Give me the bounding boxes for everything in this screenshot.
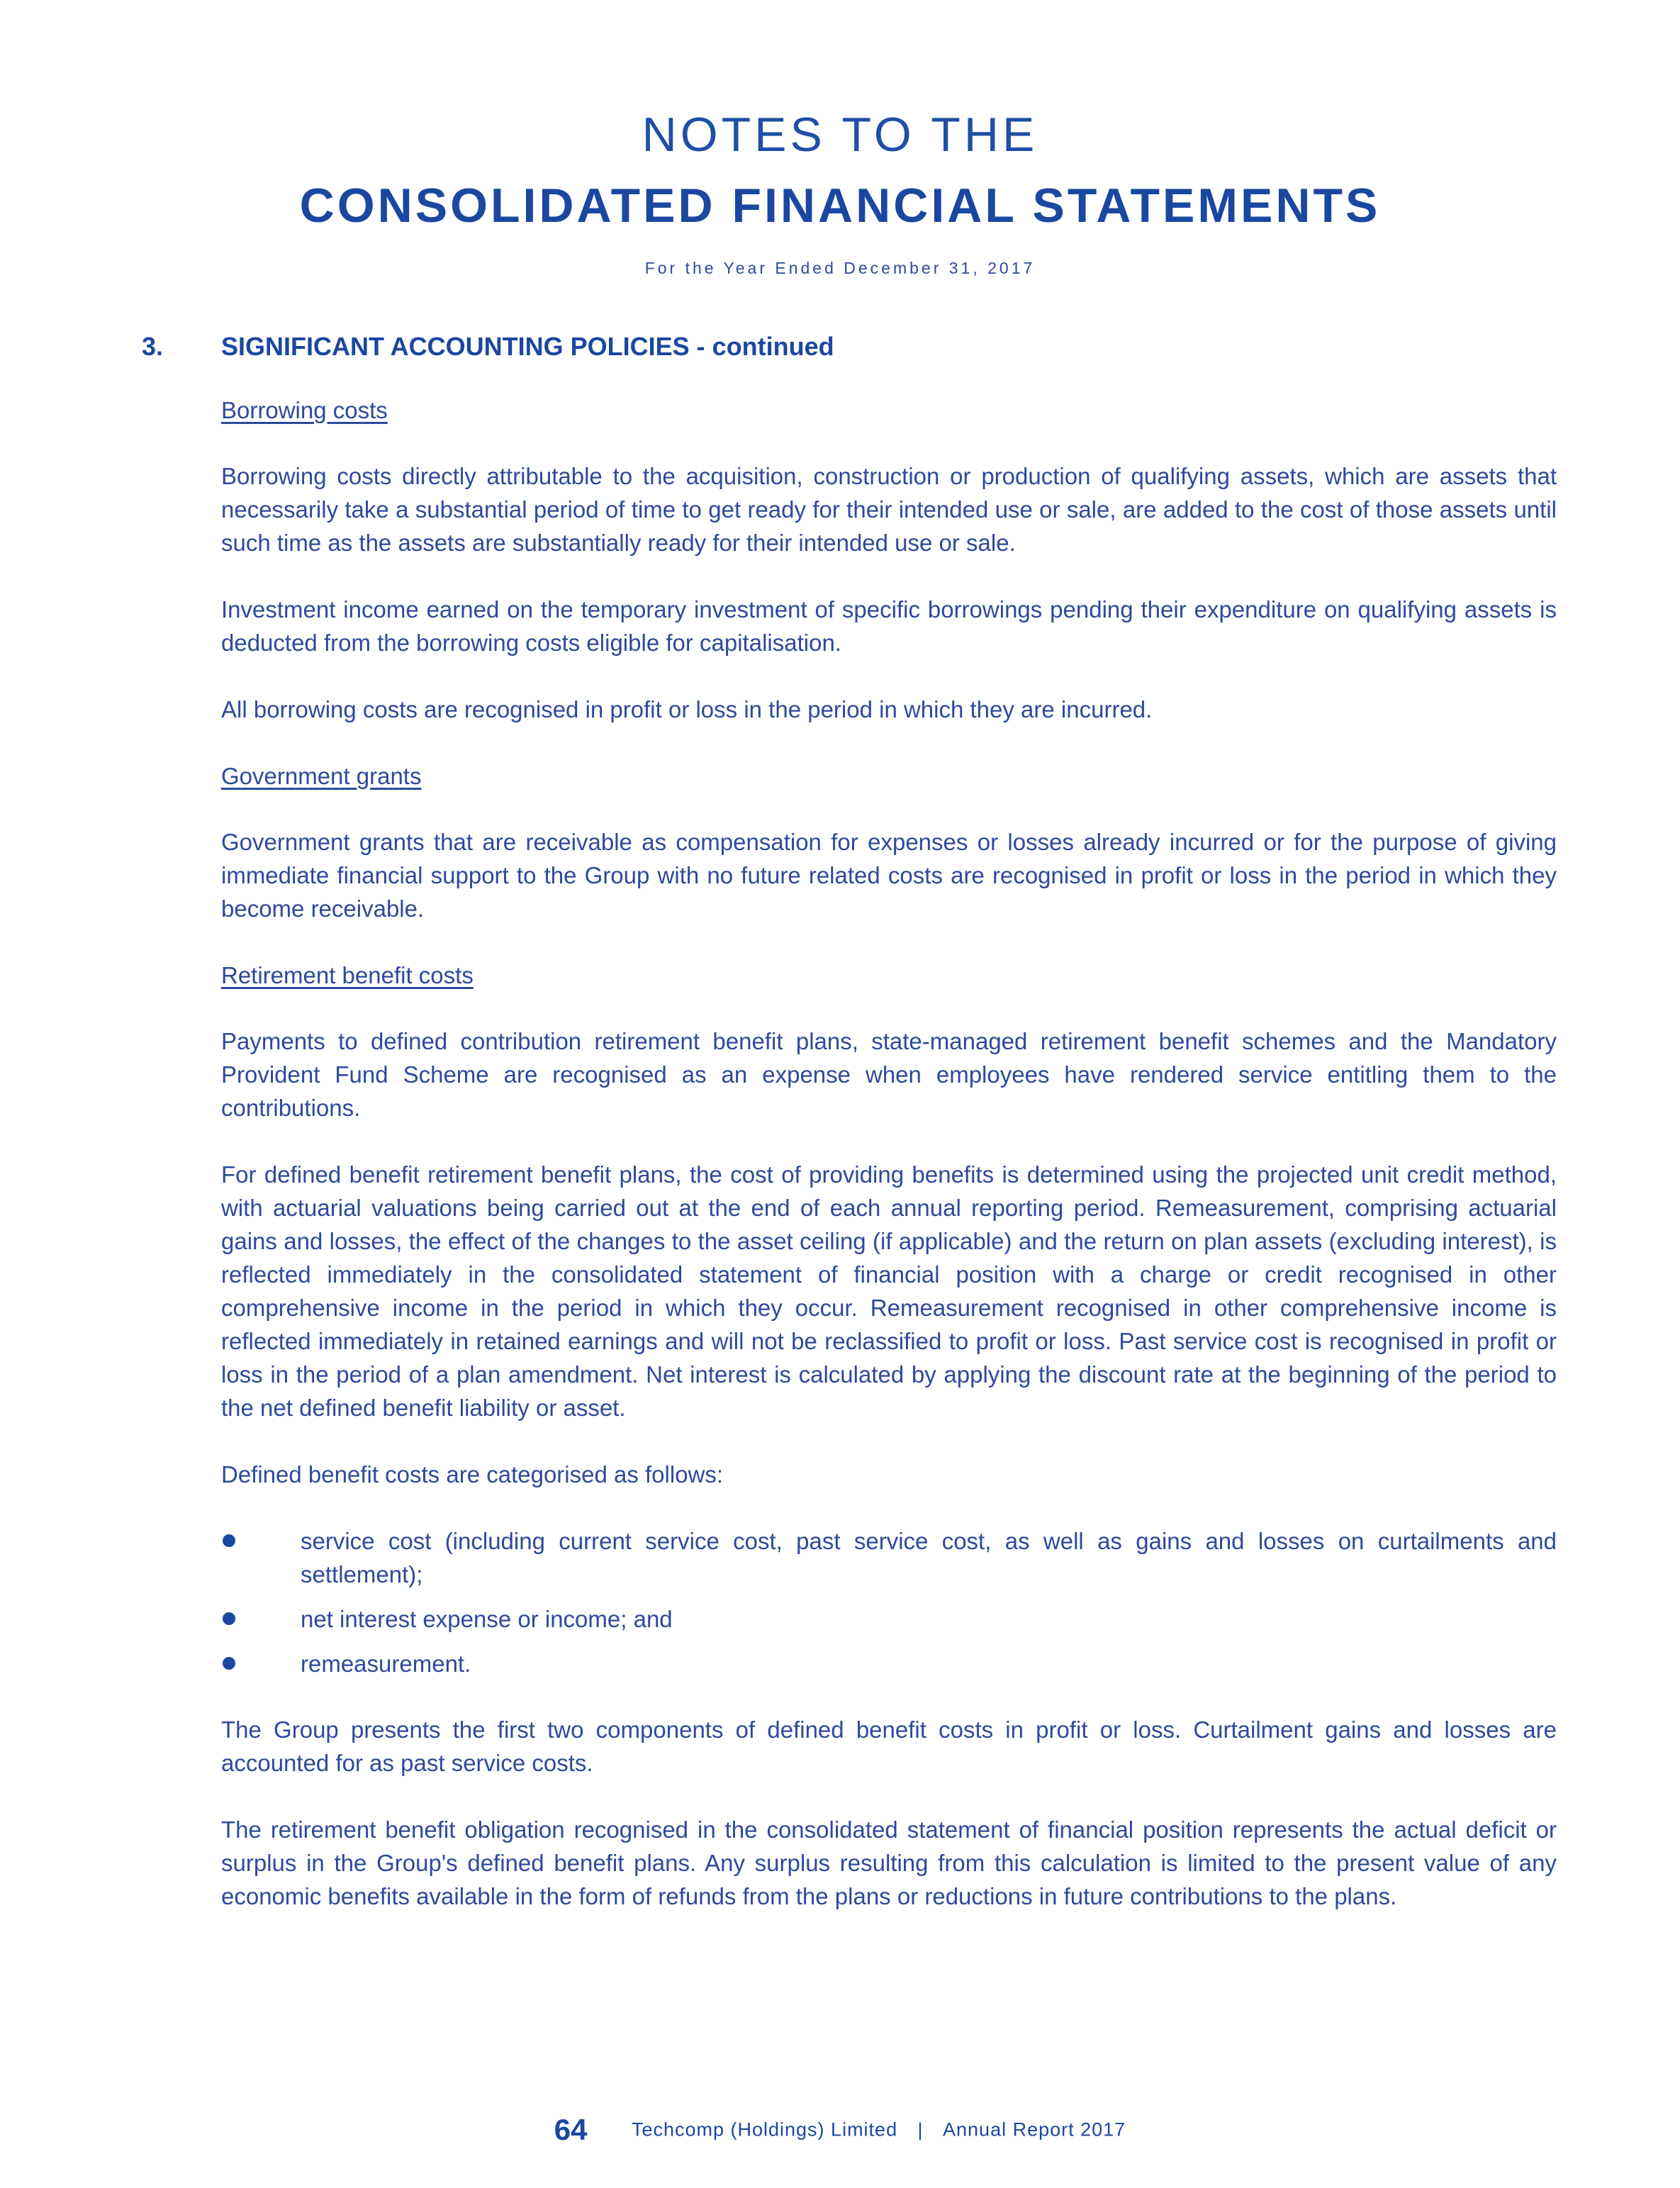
page-header: [0, 99, 1680, 282]
paragraph-retirement-5: The retirement benefit obligation recognised in the consolidated statement of financial position represents the actual deficit or surplus in the Group's defined benefit plans. Any surplus resulting from this calculation is limited to the present value of any economic benefits available in the form of refunds from the plans or reductions in future contributions to the plans.: [221, 1816, 1557, 1909]
list-item: [221, 1524, 1557, 1591]
section-title: SIGNIFICANT ACCOUNTING POLICIES - continued: [221, 332, 834, 361]
subheading-retirement-benefit-costs: Retirement benefit costs: [221, 962, 474, 988]
paragraph-borrowing-2: Investment income earned on the temporary investment of specific borrowings pending their expenditure on qualifying assets is deducted from the borrowing costs eligible for capitalisation.: [221, 596, 1557, 656]
footer-separator: |: [917, 2119, 923, 2140]
page-footer: [0, 2113, 1680, 2147]
list-item: [221, 1602, 1557, 1636]
paragraph-retirement-1: Payments to defined contribution retirement benefit plans, state-managed retirement benefit schemes and the Mandatory Provident Fund Scheme are recognised as an expense when employees have rendered service entitling them to the contributions.: [221, 1028, 1557, 1121]
paragraph-retirement-3: Defined benefit costs are categorised as follows:: [221, 1461, 724, 1487]
paragraph-borrowing-3: All borrowing costs are recognised in profit or loss in the period in which they are incurred.: [221, 696, 1153, 722]
subheading-government-grants: Government grants: [221, 763, 422, 789]
paragraph-borrowing-1: Borrowing costs directly attributable to the acquisition, construction or production of qualifying assets, which are assets that necessarily take a substantial period of time to get ready for their intended use or sale, are added to the cost of those assets until such time as the assets are substantially ready for their intended use or sale.: [221, 463, 1557, 556]
page-content: [142, 330, 1557, 1946]
paragraph-grants-1: Government grants that are receivable as compensation for expenses or losses already incurred or for the purpose of giving immediate financial support to the Group with no future related costs are recognised in profit or loss in the period in which they become receivable.: [221, 829, 1557, 922]
section-heading: [142, 330, 1557, 364]
paragraph-retirement-2: For defined benefit retirement benefit plans, the cost of providing benefits is determined using the projected unit credit method, with actuarial valuations being carried out at the end of each annual reporting period. Remeasurement, comprising actuarial gains and losses, the effect of the changes to the asset ceiling (if applicable) and the return on plan assets (excluding interest), is reflected immediately in the consolidated statement of financial position with a charge or credit recognised in other comprehensive income in the period in which they occur. Remeasurement recognised in other comprehensive income is reflected immediately in retained earnings and will not be reclassified to profit or loss. Past service cost is recognised in profit or loss in the period of a plan amendment. Net interest is calculated by applying the discount rate at the beginning of the period to the net defined benefit liability or asset.: [221, 1161, 1557, 1421]
bullet-icon: [223, 1534, 235, 1547]
section-number: 3.: [142, 332, 164, 361]
list-item: [221, 1647, 1557, 1680]
footer-company: Techcomp (Holdings) Limited: [631, 2119, 898, 2140]
bullet-icon: [223, 1612, 235, 1625]
list-item-text: net interest expense or income; and: [301, 1606, 673, 1632]
bullet-icon: [223, 1657, 235, 1670]
header-title-line1: NOTES TO THE: [642, 108, 1038, 162]
list-item-text: service cost (including current service cost, past service cost, as well as gains and losses on curtailments and settlement);: [301, 1528, 1557, 1587]
footer-report: Annual Report 2017: [943, 2119, 1126, 2140]
subheading-borrowing-costs: Borrowing costs: [221, 397, 388, 423]
paragraph-retirement-4: The Group presents the first two components of defined benefit costs in profit or loss. Curtailment gains and losses are accounted for as past service costs.: [221, 1717, 1557, 1776]
header-subtitle: For the Year Ended December 31, 2017: [644, 259, 1036, 277]
list-item-text: remeasurement.: [301, 1651, 471, 1677]
bullet-list: [221, 1524, 1557, 1680]
page-number: 64: [554, 2113, 588, 2146]
header-title-line2: CONSOLIDATED FINANCIAL STATEMENTS: [299, 179, 1381, 233]
